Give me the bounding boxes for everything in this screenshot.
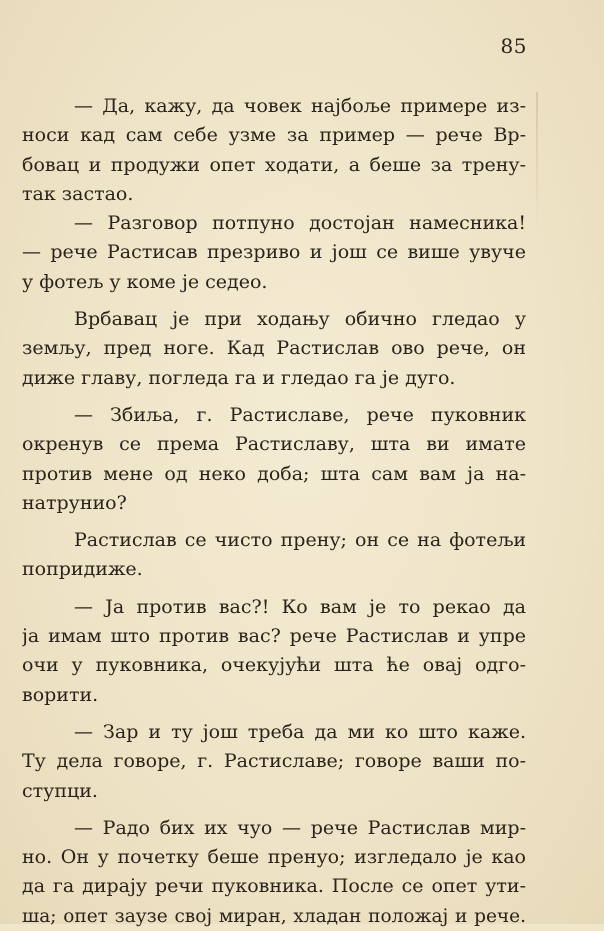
text-line: — Збиља, г. Растиславе, рече пуковник — [74, 403, 526, 426]
text-line: ја имам што против вас? рече Растислав и упре — [22, 625, 526, 648]
text-line: — Разговор потпуно достојан намесника! — [74, 212, 526, 235]
text-line: Врбавац је при ходању обично гледао у — [74, 308, 526, 331]
text-line: у фотељ у коме је седео. — [22, 270, 268, 293]
text-line: Ту дела говоре, г. Растиславе; говоре ваши по- — [22, 750, 526, 773]
text-line: попридиже. — [22, 558, 143, 581]
text-line: бовац и продужи опет ходати, а беше за трену- — [22, 153, 526, 176]
text-line: окренув се према Растиславу, шта ви имате — [22, 433, 526, 456]
text-line: — Радо бих их чуо — рече Растислав мир- — [74, 816, 526, 839]
body-text — [22, 92, 526, 931]
text-line: ша; опет заузе свој миран, хладан положај и рече. — [22, 905, 526, 927]
text-line: так застао. — [22, 182, 134, 205]
text-line: земљу, пред ноге. Кад Растислав ово рече, он — [22, 337, 526, 360]
text-line: диже главу, погледа га и гледао га је дуго. — [22, 366, 456, 389]
text-line: да га дирају речи пуковника. После се опет ути- — [22, 875, 526, 898]
text-line: очи у пуковника, очекујући шта ће овај одго- — [22, 654, 526, 677]
page-number: 85 — [500, 34, 527, 58]
text-line: ворити. — [22, 683, 99, 706]
text-line: натрунио? — [22, 491, 127, 514]
page-edge-shadow — [536, 92, 538, 232]
text-line: — Да, кажу, да човек најбоље примере из- — [74, 95, 526, 117]
text-line: Растислав се чисто прену; он се на фотељи — [74, 529, 526, 552]
text-line: — рече Растисав презриво и још се више увуче — [22, 241, 526, 264]
text-line: против мене од неко доба; шта сам вам ја на- — [22, 462, 526, 485]
text-line: — Ја против вас?! Ко вам је то рекао да — [74, 595, 526, 618]
text-line: носи кад сам себе узме за пример — рече Вр- — [22, 124, 526, 147]
text-line: ступци. — [22, 779, 98, 802]
text-line: но. Он у почетку беше пренуо; изгледало је као — [22, 846, 526, 869]
text-line: — Зар и ту још треба да ми ко што каже. — [74, 720, 526, 743]
